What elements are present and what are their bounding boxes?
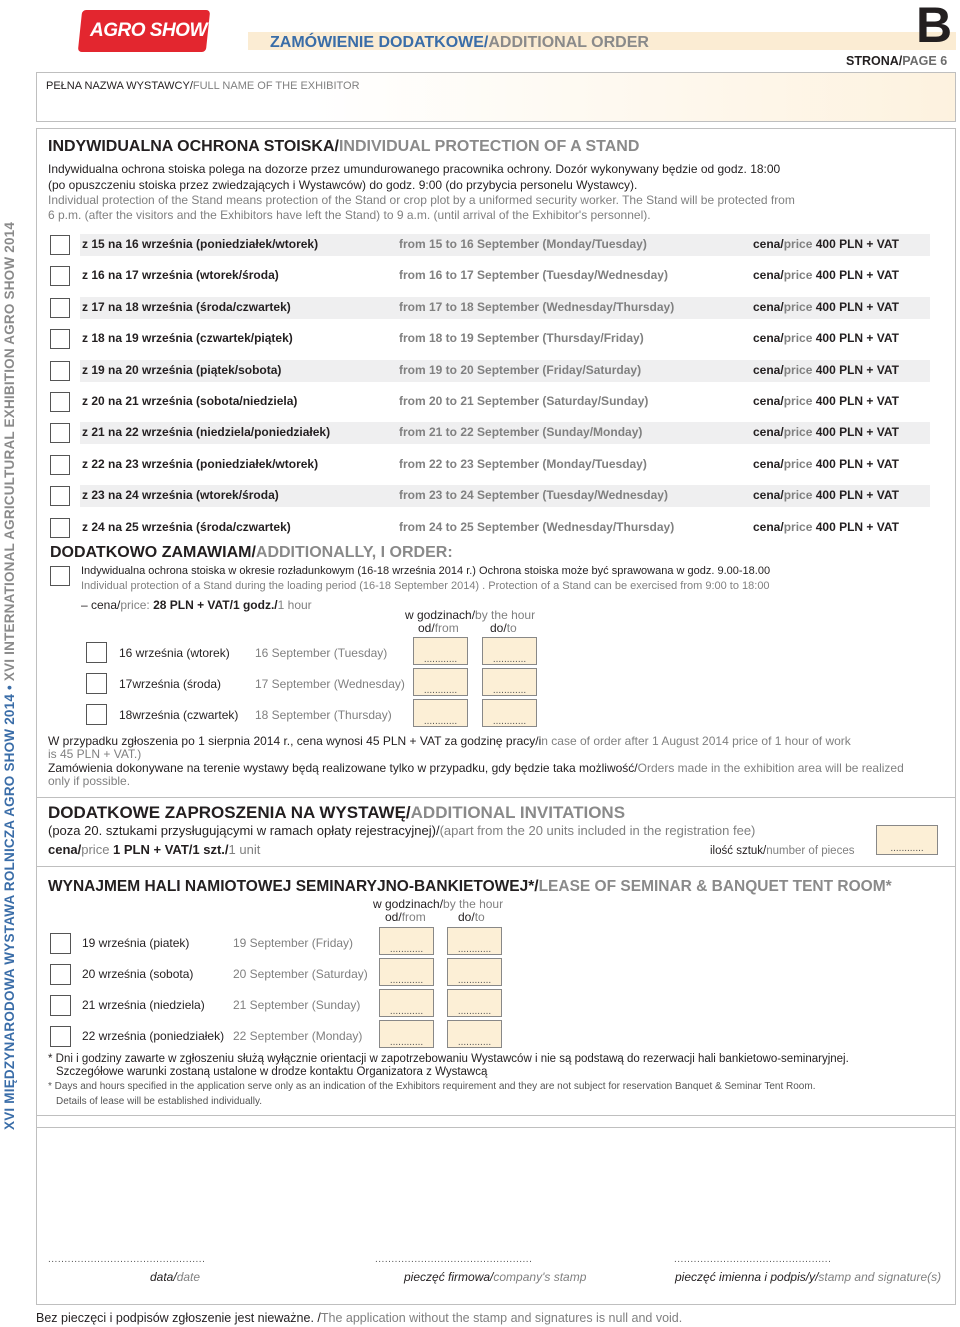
protection-row-en: from 22 to 23 September (Monday/Tuesday)	[399, 456, 647, 471]
protection-row-price: cena/price 400 PLN + VAT	[753, 237, 899, 251]
protection-row-en: from 19 to 20 September (Friday/Saturday)	[399, 362, 642, 377]
sidebar-exhibition-name: XVI MIĘDZYNARODOWA WYSTAWA ROLNICZA AGRO SHOW 2014 • XVI INTERNATIONAL AGRICULTURAL EXHIBITION AGRO SHOW 2014	[2, 221, 17, 1130]
protection-row-pl: z 15 na 16 września (poniedziałek/wtorek)	[82, 237, 319, 251]
stamp-label: pieczęć firmowa/company's stamp	[404, 1270, 587, 1284]
protection-row-en: from 20 to 21 September (Saturday/Sunday)	[399, 394, 649, 408]
tent-day-pl: 21 września (niedziela)	[82, 998, 205, 1012]
protection-checkbox[interactable]	[50, 235, 70, 255]
tent-from-field[interactable]: ............	[379, 989, 434, 1017]
protection-row-price: cena/price 400 PLN + VAT	[753, 488, 899, 503]
protection-row-pl: z 19 na 20 września (piątek/sobota)	[82, 362, 282, 377]
agro-show-logo	[78, 10, 210, 52]
loading-price: – cena/price: 28 PLN + VAT/1 godz./1 hour	[81, 598, 312, 612]
late-order-note-2: is 45 PLN + VAT.)	[48, 747, 142, 761]
tent-from-field[interactable]: ............	[379, 927, 434, 955]
loading-day-pl: 17września (środa)	[119, 677, 222, 691]
invitations-qty-label: ilość sztuk/number of pieces	[710, 845, 855, 857]
tent-footnote-en-1: * Days and hours specified in the application serve only as an indication of the Exhibitors requirement and they are not subject for reservation Banquet & Seminar Tent Room.	[48, 1081, 816, 1092]
tent-to-field[interactable]: ............	[447, 958, 502, 986]
protection-desc-pl-1: Indywidualna ochrona stoiska polega na dozorze przez umundurowanego pracownika ochrony. Dozór wykonywany będzie od godz. 18:00	[48, 162, 781, 176]
tent-day-pl: 22 września (poniedziałek)	[82, 1029, 225, 1043]
protection-row-en: from 21 to 22 September (Sunday/Monday)	[399, 425, 643, 440]
loading-from-field[interactable]: ............	[413, 668, 468, 696]
divider-2	[36, 866, 956, 867]
loading-to-field[interactable]: ............	[482, 668, 537, 696]
protection-checkbox[interactable]	[50, 518, 70, 538]
to-heading: do/to	[490, 621, 517, 635]
protection-row-pl: z 23 na 24 września (wtorek/środa)	[82, 488, 279, 503]
late-order-note: W przypadku zgłoszenia po 1 sierpnia 2014 r., cena wynosi 45 PLN + VAT za godzinę pracy/in case of order after 1 August 2014 price of 1 hour of work	[48, 734, 851, 748]
form-letter: B	[916, 0, 953, 53]
additional-title: DODATKOWO ZAMAWIAM/ADDITIONALLY, I ORDER:	[50, 544, 453, 561]
tent-to-field[interactable]: ............	[447, 1020, 502, 1048]
loading-day-checkbox[interactable]	[86, 642, 107, 663]
protection-desc-en-2: 6 p.m. (after the visitors and the Exhibitors have left the Stand) to 9 a.m. (until arrival of the Exhibitor's personnel).	[48, 208, 651, 222]
tent-day-pl: 19 września (piatek)	[82, 936, 190, 950]
protection-checkbox[interactable]	[50, 298, 70, 318]
signature-line[interactable]: ................................................	[674, 1254, 832, 1265]
tent-day-checkbox[interactable]	[50, 964, 71, 985]
loading-from-field[interactable]: ............	[413, 637, 468, 665]
tent-day-en: 21 September (Sunday)	[233, 998, 361, 1012]
footer-note: Bez pieczęci i podpisów zgłoszenie jest nieważne. /The application without the stamp and signatures is null and void.	[36, 1311, 683, 1325]
tent-day-checkbox[interactable]	[50, 1026, 71, 1047]
protection-row-price: cena/price 400 PLN + VAT	[753, 299, 899, 314]
protection-row-pl: z 16 na 17 września (wtorek/środa)	[82, 268, 279, 283]
tent-footnote-pl-1: * Dni i godziny zawarte w zgłoszeniu służą wyłącznie orientacji w zapotrzebowaniu Wystawców i nie są podstawą do rezerwacji hali bankietowo-seminaryjnej.	[48, 1053, 849, 1065]
date-line[interactable]: ................................................	[48, 1254, 206, 1265]
protection-row-en: from 23 to 24 September (Tuesday/Wednesday)	[399, 488, 668, 503]
divider-1	[36, 797, 956, 798]
loading-protection-pl: Indywidualna ochrona stoiska w okresie rozładunkowym (16-18 września 2014 r.) Ochrona stoiska może być sprawowana w godz. 9.00-18.00	[81, 565, 771, 577]
protection-row-price: cena/price 400 PLN + VAT	[753, 519, 899, 534]
tent-to-heading: do/to	[458, 910, 485, 924]
tent-day-en: 19 September (Friday)	[233, 936, 354, 950]
protection-checkbox[interactable]	[50, 361, 70, 381]
stamp-line[interactable]: ................................................	[375, 1254, 533, 1265]
protection-row-price: cena/price 400 PLN + VAT	[753, 331, 899, 346]
tent-day-pl: 20 września (sobota)	[82, 967, 194, 981]
tent-hours-heading: w godzinach/by the hour	[373, 897, 504, 911]
protection-row-price: cena/price 400 PLN + VAT	[753, 456, 899, 471]
onsite-order-note: Zamówienia dokonywane na terenie wystawy będą realizowane tylko w przypadku, gdy będzie taka możliwość/Orders made in the exhibition area will be realized	[48, 761, 904, 775]
protection-row-en: from 17 to 18 September (Wednesday/Thursday)	[399, 299, 675, 314]
protection-title: INDYWIDUALNA OCHRONA STOISKA/INDIVIDUAL PROTECTION OF A STAND	[48, 138, 640, 155]
loading-to-field[interactable]: ............	[482, 699, 537, 727]
protection-row-price: cena/price 400 PLN + VAT	[753, 394, 899, 408]
invitations-title: DODATKOWE ZAPROSZENIA NA WYSTAWĘ/ADDITIONAL INVITATIONS	[48, 803, 626, 822]
order-title: ZAMÓWIENIE DODATKOWE/ADDITIONAL ORDER	[270, 34, 649, 51]
protection-row-en: from 18 to 19 September (Thursday/Friday)	[399, 331, 644, 346]
protection-row-pl: z 21 na 22 września (niedziela/poniedziałek)	[82, 425, 331, 440]
tent-to-field[interactable]: ............	[447, 927, 502, 955]
protection-checkbox[interactable]	[50, 455, 70, 475]
tent-from-field[interactable]: ............	[379, 958, 434, 986]
exhibitor-name-label: PEŁNA NAZWA WYSTAWCY/FULL NAME OF THE EXHIBITOR	[46, 80, 360, 92]
protection-checkbox[interactable]	[50, 423, 70, 443]
loading-to-field[interactable]: ............	[482, 637, 537, 665]
protection-row-price: cena/price 400 PLN + VAT	[753, 268, 899, 283]
loading-day-en: 18 September (Thursday)	[255, 708, 392, 722]
loading-day-en: 17 September (Wednesday)	[255, 677, 405, 691]
tent-day-en: 20 September (Saturday)	[233, 967, 368, 981]
protection-row-pl: z 24 na 25 września (środa/czwartek)	[82, 519, 291, 534]
protection-checkbox[interactable]	[50, 392, 70, 412]
protection-row-en: from 24 to 25 September (Wednesday/Thursday)	[399, 519, 675, 534]
protection-row-pl: z 18 na 19 września (czwartek/piątek)	[82, 331, 293, 346]
tent-footnote-en-2: Details of lease will be established individually.	[56, 1096, 263, 1107]
protection-checkbox[interactable]	[50, 266, 70, 286]
loading-from-field[interactable]: ............	[413, 699, 468, 727]
protection-row-pl: z 17 na 18 września (środa/czwartek)	[82, 299, 291, 314]
tent-to-field[interactable]: ............	[447, 989, 502, 1017]
tent-from-field[interactable]: ............	[379, 1020, 434, 1048]
logo-text: AGRO SHOW	[90, 20, 207, 41]
tent-day-en: 22 September (Monday)	[233, 1029, 363, 1043]
protection-row-pl: z 22 na 23 września (poniedziałek/wtorek)	[82, 456, 319, 471]
tent-title: WYNAJMEM HALI NAMIOTOWEJ SEMINARYJNO-BANKIETOWEJ*/LEASE OF SEMINAR & BANQUET TENT ROOM*	[48, 878, 892, 895]
protection-row-price: cena/price 400 PLN + VAT	[753, 425, 899, 440]
tent-footnote-pl-2: Szczegółowe warunki zostaną ustalone w drodze kontaktu Organizatora z Wystawcą	[56, 1066, 488, 1078]
onsite-order-note-2: only if possible.	[48, 774, 131, 788]
protection-checkbox[interactable]	[50, 329, 70, 349]
page-number: STRONA/PAGE 6	[846, 54, 948, 68]
tent-day-checkbox[interactable]	[50, 933, 71, 954]
loading-day-pl: 16 września (wtorek)	[119, 646, 230, 660]
protection-desc-en-1: Individual protection of the Stand means protection of the Stand or crop plot by a uniformed security worker. The Stand will be protected from	[48, 193, 795, 207]
loading-protection-en: Individual protection of a Stand during the loading period (16-18 September 2014) . Protection of a Stand can be exercised from 9:00 to 18:00	[81, 580, 770, 592]
signature-label: pieczęć imienna i podpis/y/stamp and signature(s)	[675, 1270, 942, 1284]
loading-day-checkbox[interactable]	[86, 704, 107, 725]
date-label: data/date	[150, 1270, 201, 1284]
invitations-qty-field[interactable]: ............	[876, 825, 938, 855]
loading-day-en: 16 September (Tuesday)	[255, 646, 388, 660]
invitations-price: cena/price 1 PLN + VAT/1 szt./1 unit	[48, 842, 261, 857]
loading-day-pl: 18września (czwartek)	[119, 708, 239, 722]
protection-row-en: from 15 to 16 September (Monday/Tuesday)	[399, 237, 647, 251]
invitations-sub: (poza 20. sztukami przysługującymi w ramach opłaty rejestracyjnej)/(apart from the 20 units included in the registration fee)	[48, 823, 756, 838]
protection-row-price: cena/price 400 PLN + VAT	[753, 362, 899, 377]
tent-day-checkbox[interactable]	[50, 995, 71, 1016]
protection-row-en: from 16 to 17 September (Tuesday/Wednesday)	[399, 268, 668, 283]
protection-row-pl: z 20 na 21 września (sobota/niedziela)	[82, 394, 298, 408]
protection-desc-pl-2: (po opuszczeniu stoiska przez zwiedzających i Wystawców) do godz. 9:00 (do przybycia personelu Wystawcy).	[48, 178, 638, 192]
from-heading: od/from	[418, 621, 459, 635]
loading-day-checkbox[interactable]	[86, 673, 107, 694]
protection-checkbox[interactable]	[50, 486, 70, 506]
tent-from-heading: od/from	[385, 910, 426, 924]
loading-protection-checkbox[interactable]	[50, 566, 70, 586]
hours-heading: w godzinach/by the hour	[405, 608, 536, 622]
